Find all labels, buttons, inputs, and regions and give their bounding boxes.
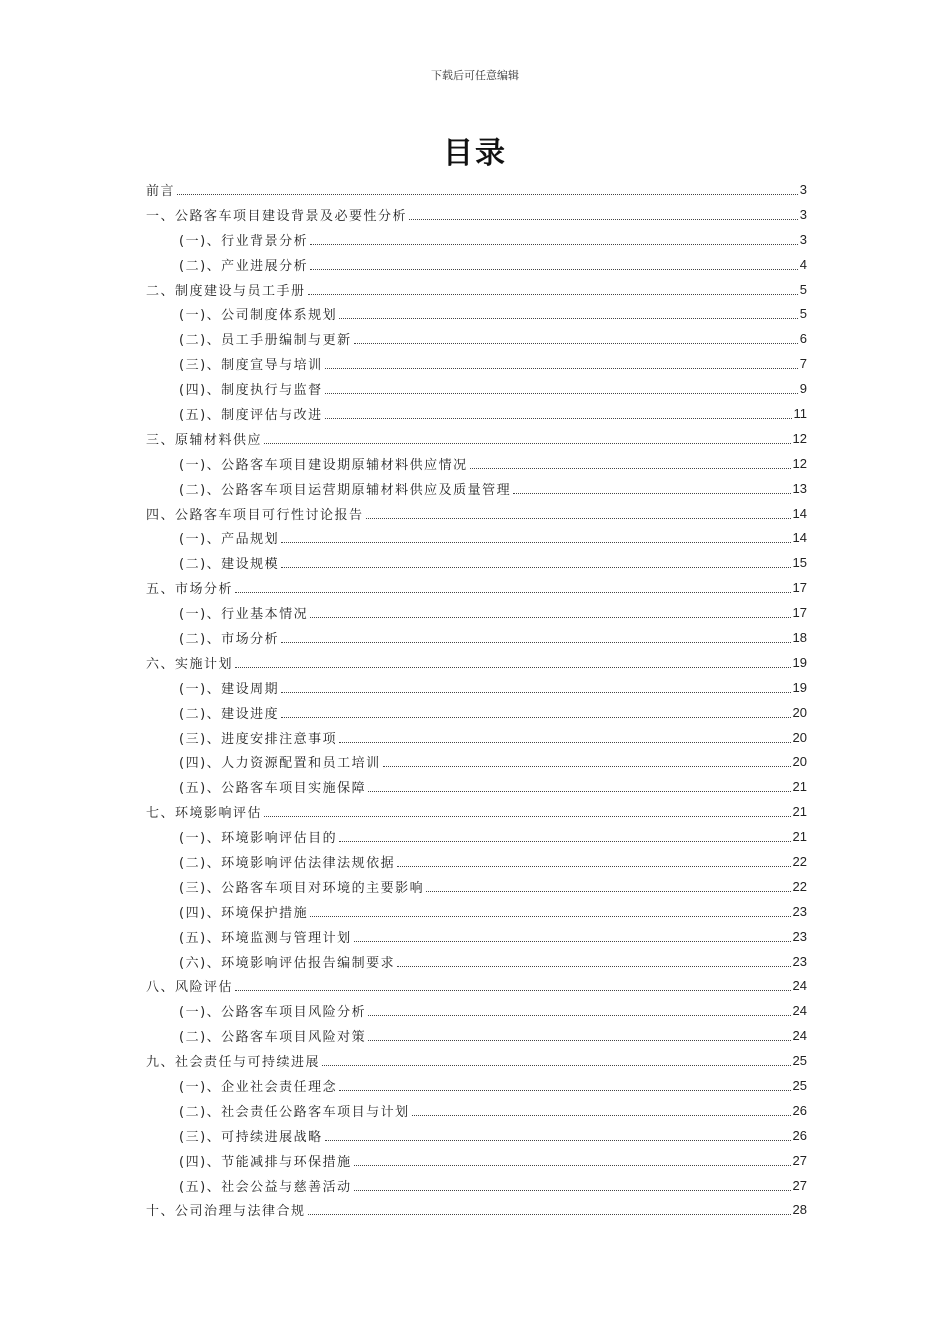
toc-entry-page: 11 [793, 405, 807, 421]
toc-entry-label: (一)、公司制度体系规划 [179, 308, 338, 324]
toc-entry[interactable] [146, 998, 807, 1023]
toc-entry-page: 25 [792, 1078, 807, 1093]
toc-entry-label: (一)、建设周期 [179, 681, 280, 697]
toc-entry-label: (一)、公路客车项目风险分析 [179, 1005, 367, 1021]
dot-leader [235, 667, 791, 668]
toc-entry-page: 4 [799, 256, 807, 272]
dot-leader [354, 1190, 791, 1191]
toc-entry[interactable] [146, 525, 807, 550]
toc-entry[interactable] [146, 451, 807, 476]
dot-leader [368, 791, 790, 792]
toc-entry-label: (一)、环境影响评估目的 [179, 831, 338, 847]
toc-entry-page: 24 [792, 1028, 807, 1044]
toc-entry-page: 18 [792, 629, 807, 645]
toc-entry-label: (二)、市场分析 [179, 631, 280, 647]
toc-entry-label: (五)、社会公益与慈善活动 [179, 1179, 352, 1195]
toc-entry-page: 22 [792, 853, 807, 869]
toc-entry[interactable] [146, 426, 807, 451]
toc-entry-page: 23 [792, 928, 807, 944]
dot-leader [322, 1065, 791, 1066]
toc-entry-page: 25 [792, 1053, 807, 1069]
toc-entry-label: 前言 [146, 183, 176, 199]
toc-entry-label: 三、原辅材料供应 [146, 432, 263, 448]
toc-entry-page: 12 [792, 455, 807, 471]
toc-entry-label: 二、制度建设与员工手册 [146, 283, 306, 299]
toc-entry-label: (三)、可持续进展战略 [179, 1129, 323, 1145]
toc-entry-label: 六、实施计划 [146, 656, 234, 672]
toc-entry[interactable] [146, 824, 807, 849]
toc-entry-label: (二)、公路客车项目风险对策 [179, 1030, 367, 1046]
toc-entry-page: 15 [792, 555, 807, 571]
dot-leader [397, 866, 790, 867]
dot-leader [383, 766, 791, 767]
toc-entry-page: 24 [792, 1003, 807, 1019]
dot-leader [308, 294, 798, 295]
toc-entry[interactable] [146, 1148, 807, 1173]
toc-entry-label: (一)、行业背景分析 [179, 233, 309, 249]
toc-entry-label: 十、公司治理与法律合规 [146, 1204, 306, 1220]
toc-entry-page: 22 [792, 878, 807, 894]
toc-entry[interactable] [146, 476, 807, 501]
toc-entry-page: 20 [792, 704, 807, 720]
toc-entry-label: (二)、建设规模 [179, 557, 280, 573]
dot-leader [409, 219, 798, 220]
toc-entry-page: 27 [792, 1152, 807, 1168]
toc-entry[interactable] [146, 1123, 807, 1148]
header-note: 下载后可任意编辑 [431, 69, 519, 82]
toc-entry-label: (六)、环境影响评估报告编制要求 [179, 955, 396, 971]
toc-entry-label: (二)、产业进展分析 [179, 258, 309, 274]
dot-leader [325, 368, 798, 369]
toc-entry-label: (一)、产品规划 [179, 532, 280, 548]
dot-leader [177, 194, 798, 195]
dot-leader [368, 1040, 790, 1041]
toc-entry-label: (二)、公路客车项目运营期原辅材料供应及质量管理 [179, 482, 512, 498]
toc-entry-label: 一、公路客车项目建设背景及必要性分析 [146, 208, 408, 224]
dot-leader [308, 1214, 791, 1215]
dot-leader [235, 592, 791, 593]
table-of-contents [146, 177, 807, 1222]
toc-entry-label: (五)、公路客车项目实施保障 [179, 781, 367, 797]
dot-leader [235, 990, 791, 991]
dot-leader [310, 617, 790, 618]
toc-entry-page: 20 [792, 754, 807, 770]
toc-entry-page: 24 [792, 978, 807, 994]
toc-entry[interactable] [146, 1098, 807, 1123]
toc-entry[interactable] [146, 874, 807, 899]
toc-entry-page: 12 [792, 430, 807, 446]
toc-entry[interactable] [146, 1073, 807, 1098]
toc-entry-label: (二)、建设进度 [179, 706, 280, 722]
toc-entry[interactable] [146, 774, 807, 799]
dot-leader [397, 966, 790, 967]
toc-entry-page: 6 [799, 331, 807, 347]
toc-entry-label: (二)、社会责任公路客车项目与计划 [179, 1104, 410, 1120]
dot-leader [339, 1090, 790, 1091]
toc-entry-page: 5 [799, 281, 807, 297]
toc-entry-label: (四)、人力资源配置和员工培训 [179, 756, 381, 772]
dot-leader [325, 418, 792, 419]
dot-leader [366, 518, 791, 519]
toc-entry-label: 五、市场分析 [146, 582, 234, 598]
toc-entry-page: 26 [792, 1127, 807, 1143]
toc-entry[interactable] [146, 700, 807, 725]
toc-entry-label: (二)、环境影响评估法律法规依据 [179, 855, 396, 871]
toc-entry-label: (四)、环境保护措施 [179, 905, 309, 921]
toc-entry-label: (三)、进度安排注意事项 [179, 731, 338, 747]
toc-entry-page: 21 [792, 779, 807, 795]
toc-entry-page: 21 [792, 804, 807, 820]
dot-leader [339, 841, 790, 842]
dot-leader [281, 642, 790, 643]
toc-entry[interactable] [146, 501, 807, 526]
toc-entry-page: 7 [799, 356, 807, 372]
toc-entry-label: (五)、环境监测与管理计划 [179, 930, 352, 946]
toc-entry[interactable] [146, 177, 807, 202]
dot-leader [368, 1015, 790, 1016]
toc-entry-label: (二)、员工手册编制与更新 [179, 333, 352, 349]
toc-entry-page: 27 [792, 1177, 807, 1193]
toc-entry[interactable] [146, 849, 807, 874]
toc-entry-page: 19 [792, 654, 807, 670]
dot-leader [354, 1165, 791, 1166]
toc-entry-label: 七、环境影响评估 [146, 806, 263, 822]
toc-entry[interactable] [146, 1048, 807, 1073]
toc-entry[interactable] [146, 301, 807, 326]
dot-leader [310, 269, 798, 270]
toc-entry-page: 3 [799, 206, 807, 222]
dot-leader [339, 742, 790, 743]
toc-entry-page: 3 [799, 181, 807, 197]
toc-entry-page: 19 [792, 679, 807, 695]
toc-entry-page: 21 [792, 829, 807, 845]
toc-entry-page: 17 [792, 580, 807, 596]
toc-entry-label: 九、社会责任与可持续进展 [146, 1055, 321, 1071]
toc-entry[interactable] [146, 625, 807, 650]
dot-leader [281, 567, 790, 568]
toc-entry-page: 28 [792, 1202, 807, 1218]
dot-leader [354, 941, 791, 942]
toc-entry-label: (一)、企业社会责任理念 [179, 1080, 338, 1095]
toc-entry[interactable] [146, 949, 807, 974]
toc-entry[interactable] [146, 600, 807, 625]
toc-title: 目录 [443, 136, 507, 171]
toc-entry[interactable] [146, 1198, 807, 1223]
toc-entry[interactable] [146, 650, 807, 675]
dot-leader [412, 1115, 791, 1116]
dot-leader [426, 891, 790, 892]
toc-entry-page: 23 [792, 903, 807, 919]
toc-entry-page: 13 [792, 480, 807, 496]
toc-entry-page: 5 [799, 306, 807, 322]
toc-entry-label: (四)、制度执行与监督 [179, 383, 323, 399]
toc-entry-label: (三)、公路客车项目对环境的主要影响 [179, 880, 425, 896]
toc-entry-label: 八、风险评估 [146, 980, 234, 996]
dot-leader [310, 916, 790, 917]
toc-entry-label: (五)、制度评估与改进 [179, 407, 323, 423]
toc-entry-page: 26 [792, 1102, 807, 1118]
toc-entry-page: 3 [799, 231, 807, 247]
dot-leader [325, 393, 798, 394]
toc-entry[interactable] [146, 725, 807, 750]
toc-entry[interactable] [146, 749, 807, 774]
toc-entry[interactable] [146, 401, 807, 426]
toc-entry-label: 四、公路客车项目可行性讨论报告 [146, 507, 364, 523]
dot-leader [339, 318, 798, 319]
toc-entry[interactable] [146, 227, 807, 252]
toc-entry[interactable] [146, 550, 807, 575]
toc-entry-page: 14 [792, 530, 807, 546]
toc-entry[interactable] [146, 799, 807, 824]
toc-entry-page: 14 [792, 505, 807, 521]
toc-entry[interactable] [146, 575, 807, 600]
dot-leader [325, 1140, 791, 1141]
toc-entry-label: (三)、制度宣导与培训 [179, 358, 323, 374]
toc-entry-label: (一)、公路客车项目建设期原辅材料供应情况 [179, 457, 468, 473]
dot-leader [264, 443, 791, 444]
toc-entry-page: 20 [792, 729, 807, 745]
dot-leader [281, 542, 790, 543]
dot-leader [264, 816, 791, 817]
dot-leader [470, 468, 791, 469]
toc-entry[interactable] [146, 326, 807, 351]
toc-entry[interactable] [146, 899, 807, 924]
toc-entry[interactable] [146, 252, 807, 277]
toc-entry[interactable] [146, 376, 807, 401]
dot-leader [281, 717, 790, 718]
dot-leader [354, 343, 798, 344]
toc-entry[interactable] [146, 1173, 807, 1198]
dot-leader [310, 244, 798, 245]
toc-entry[interactable] [146, 351, 807, 376]
toc-entry-page: 23 [792, 953, 807, 969]
toc-entry-label: (一)、行业基本情况 [179, 607, 309, 623]
toc-entry-page: 9 [799, 381, 807, 397]
dot-leader [513, 493, 790, 494]
toc-entry[interactable] [146, 202, 807, 227]
toc-entry-label: (四)、节能减排与环保措施 [179, 1154, 352, 1170]
toc-entry[interactable] [146, 1023, 807, 1048]
toc-entry-page: 17 [792, 605, 807, 621]
dot-leader [281, 692, 790, 693]
toc-entry[interactable] [146, 277, 807, 302]
toc-entry[interactable] [146, 924, 807, 949]
toc-entry[interactable] [146, 974, 807, 999]
toc-entry[interactable] [146, 675, 807, 700]
